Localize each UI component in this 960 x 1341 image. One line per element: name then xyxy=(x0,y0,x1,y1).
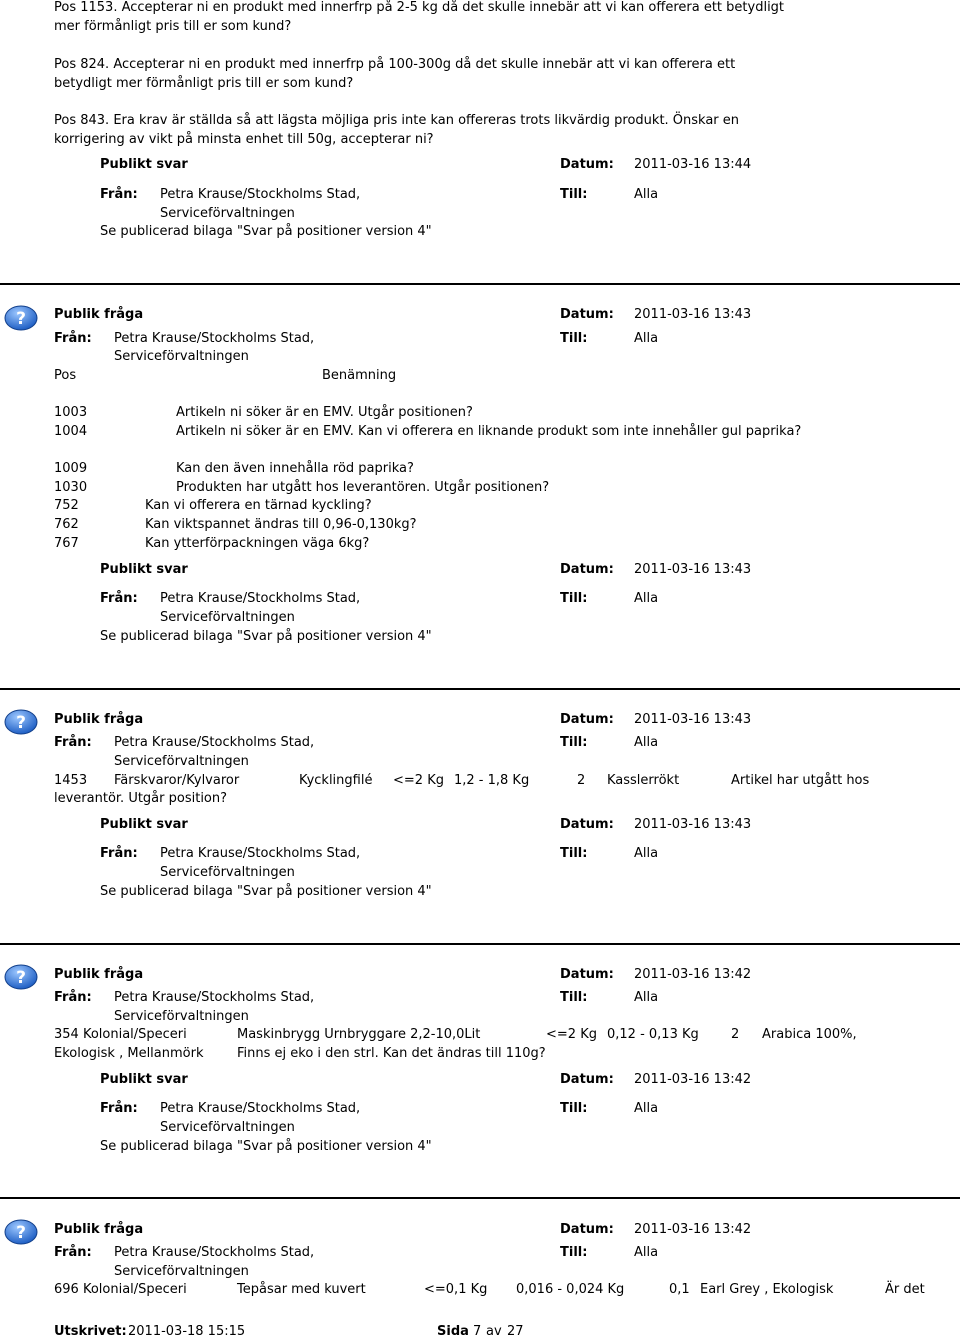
answer-date: 2011-03-16 13:44 xyxy=(634,157,752,172)
recipient: Alla xyxy=(634,591,659,606)
answer-date: 2011-03-16 13:43 xyxy=(634,817,752,832)
recipient: Alla xyxy=(634,331,659,346)
date-label: Datum: xyxy=(560,967,614,982)
question-date: 2011-03-16 13:43 xyxy=(634,712,752,727)
from-label: Från: xyxy=(54,331,92,346)
row-comment: Finns ej eko i den strl. Kan det ändras till 110g? xyxy=(237,1046,546,1061)
row-text: Kan den även innehålla röd paprika? xyxy=(176,461,414,476)
sender-name: Petra Krause/Stockholms Stad, xyxy=(160,187,361,202)
question-date: 2011-03-16 13:43 xyxy=(634,307,752,322)
row-pos: 1453 xyxy=(54,773,88,788)
question-heading: Publik fråga xyxy=(54,1222,144,1237)
row-weight: <=0,1 Kg xyxy=(424,1282,488,1297)
sender-name: Petra Krause/Stockholms Stad, xyxy=(160,591,361,606)
recipient: Alla xyxy=(634,735,659,750)
row-text: Kan vi offerera en tärnad kyckling? xyxy=(145,498,372,513)
intro-q824-line1: Pos 824. Accepterar ni en produkt med innerfrp på 100-300g då det skulle innebär att vi kan offerera ett xyxy=(54,57,736,72)
row-pos: 762 xyxy=(54,517,79,532)
row-span: 0,12 - 0,13 Kg xyxy=(607,1027,699,1042)
date-label: Datum: xyxy=(560,1222,614,1237)
svg-text:?: ? xyxy=(16,1223,26,1243)
row-type: Earl Grey , Ekologisk xyxy=(700,1282,834,1297)
section-divider xyxy=(0,688,960,690)
answer-date: 2011-03-16 13:42 xyxy=(634,1072,752,1087)
column-header-pos: Pos xyxy=(54,368,77,383)
sender-department: Serviceförvaltningen xyxy=(114,1009,249,1024)
from-label: Från: xyxy=(100,1101,138,1116)
intro-q1153-line2: mer förmånligt pris till er som kund? xyxy=(54,19,292,34)
sender-name: Petra Krause/Stockholms Stad, xyxy=(114,735,315,750)
to-label: Till: xyxy=(560,331,588,346)
printed-date: 2011-03-18 15:15 xyxy=(128,1324,246,1339)
row-pos: 1003 xyxy=(54,405,88,420)
answer-heading: Publikt svar xyxy=(100,562,188,577)
row-text: Kan ytterförpackningen väga 6kg? xyxy=(145,536,370,551)
page-number: 7 xyxy=(473,1324,482,1339)
sender-department: Serviceförvaltningen xyxy=(114,349,249,364)
row-category: Färskvaror/Kylvaror xyxy=(114,773,240,788)
row-comment: Artikel har utgått hos xyxy=(731,773,870,788)
to-label: Till: xyxy=(560,187,588,202)
date-label: Datum: xyxy=(560,562,614,577)
from-label: Från: xyxy=(100,187,138,202)
from-label: Från: xyxy=(54,990,92,1005)
row-qty: 0,1 xyxy=(669,1282,690,1297)
answer-heading: Publikt svar xyxy=(100,157,188,172)
row-qty: 2 xyxy=(577,773,586,788)
section-divider xyxy=(0,943,960,945)
page-label: Sida xyxy=(437,1324,469,1339)
answer-heading: Publikt svar xyxy=(100,817,188,832)
page-of: av xyxy=(486,1324,502,1339)
svg-text:?: ? xyxy=(16,968,26,988)
row-pos: 752 xyxy=(54,498,79,513)
row-span: 1,2 - 1,8 Kg xyxy=(454,773,530,788)
row-type: Arabica 100%, xyxy=(762,1027,857,1042)
sender-name: Petra Krause/Stockholms Stad, xyxy=(114,331,315,346)
question-heading: Publik fråga xyxy=(54,967,144,982)
page-total: 27 xyxy=(507,1324,524,1339)
printed-label: Utskrivet: xyxy=(54,1324,127,1339)
sender-name: Petra Krause/Stockholms Stad, xyxy=(114,990,315,1005)
recipient: Alla xyxy=(634,846,659,861)
row-span: 0,016 - 0,024 Kg xyxy=(516,1282,625,1297)
date-label: Datum: xyxy=(560,307,614,322)
sender-department: Serviceförvaltningen xyxy=(114,1264,249,1279)
row-pos: 1030 xyxy=(54,480,88,495)
row-text: Artikeln ni söker är en EMV. Kan vi offerera en liknande produkt som inte innehåller gul paprika? xyxy=(176,424,802,439)
row-text: Kan viktspannet ändras till 0,96-0,130kg? xyxy=(145,517,417,532)
row-type: Kasslerrökt xyxy=(607,773,680,788)
from-label: Från: xyxy=(100,846,138,861)
date-label: Datum: xyxy=(560,817,614,832)
question-icon xyxy=(4,964,38,990)
svg-text:?: ? xyxy=(16,309,26,329)
intro-q843-line1: Pos 843. Era krav är ställda så att lägsta möjliga pris inte kan offereras trots likvärdig produkt. Önskar en xyxy=(54,113,740,128)
sender-name: Petra Krause/Stockholms Stad, xyxy=(160,1101,361,1116)
row-text: Artikeln ni söker är en EMV. Utgår positionen? xyxy=(176,405,473,420)
row-name: Kycklingfilé xyxy=(299,773,373,788)
recipient: Alla xyxy=(634,1101,659,1116)
row-pos-category: 696 Kolonial/Speceri xyxy=(54,1282,187,1297)
row-name: Tepåsar med kuvert xyxy=(237,1282,366,1297)
row-text: Produkten har utgått hos leverantören. Utgår positionen? xyxy=(176,480,550,495)
answer-note: Se publicerad bilaga "Svar på positioner version 4" xyxy=(100,1139,432,1154)
answer-heading: Publikt svar xyxy=(100,1072,188,1087)
date-label: Datum: xyxy=(560,1072,614,1087)
sender-department: Serviceförvaltningen xyxy=(114,754,249,769)
question-date: 2011-03-16 13:42 xyxy=(634,1222,752,1237)
row-pos: 1004 xyxy=(54,424,88,439)
row-weight: <=2 Kg xyxy=(393,773,444,788)
to-label: Till: xyxy=(560,1101,588,1116)
question-date: 2011-03-16 13:42 xyxy=(634,967,752,982)
from-label: Från: xyxy=(54,735,92,750)
sender-department: Serviceförvaltningen xyxy=(160,206,295,221)
row-comment-cont: leverantör. Utgår position? xyxy=(54,791,228,806)
question-heading: Publik fråga xyxy=(54,307,144,322)
to-label: Till: xyxy=(560,990,588,1005)
question-icon xyxy=(4,305,38,331)
sender-department: Serviceförvaltningen xyxy=(160,610,295,625)
answer-date: 2011-03-16 13:43 xyxy=(634,562,752,577)
row-comment: Är det xyxy=(885,1282,925,1297)
row-pos-category: 354 Kolonial/Speceri xyxy=(54,1027,187,1042)
row-type-cont: Ekologisk , Mellanmörk xyxy=(54,1046,204,1061)
intro-q824-line2: betydligt mer förmånligt pris till er som kund? xyxy=(54,76,354,91)
recipient: Alla xyxy=(634,990,659,1005)
row-weight: <=2 Kg xyxy=(546,1027,597,1042)
sender-name: Petra Krause/Stockholms Stad, xyxy=(114,1245,315,1260)
row-qty: 2 xyxy=(731,1027,740,1042)
row-pos: 1009 xyxy=(54,461,88,476)
date-label: Datum: xyxy=(560,712,614,727)
sender-department: Serviceförvaltningen xyxy=(160,865,295,880)
sender-name: Petra Krause/Stockholms Stad, xyxy=(160,846,361,861)
row-pos: 767 xyxy=(54,536,79,551)
to-label: Till: xyxy=(560,1245,588,1260)
section-divider xyxy=(0,1197,960,1199)
answer-note: Se publicerad bilaga "Svar på positioner version 4" xyxy=(100,629,432,644)
intro-q843-line2: korrigering av vikt på minsta enhet till 50g, accepterar ni? xyxy=(54,132,434,147)
answer-note: Se publicerad bilaga "Svar på positioner version 4" xyxy=(100,224,432,239)
from-label: Från: xyxy=(54,1245,92,1260)
column-header-name: Benämning xyxy=(322,368,397,383)
to-label: Till: xyxy=(560,846,588,861)
recipient: Alla xyxy=(634,187,659,202)
question-icon xyxy=(4,1219,38,1245)
question-heading: Publik fråga xyxy=(54,712,144,727)
to-label: Till: xyxy=(560,735,588,750)
recipient: Alla xyxy=(634,1245,659,1260)
section-divider xyxy=(0,283,960,285)
sender-department: Serviceförvaltningen xyxy=(160,1120,295,1135)
intro-q1153-line1: Pos 1153. Accepterar ni en produkt med innerfrp på 2-5 kg då det skulle innebär att vi kan offerera ett betydligt xyxy=(54,0,785,15)
row-name: Maskinbrygg Urnbryggare 2,2-10,0Lit xyxy=(237,1027,481,1042)
from-label: Från: xyxy=(100,591,138,606)
question-icon xyxy=(4,709,38,735)
to-label: Till: xyxy=(560,591,588,606)
date-label: Datum: xyxy=(560,157,614,172)
svg-text:?: ? xyxy=(16,713,26,733)
answer-note: Se publicerad bilaga "Svar på positioner version 4" xyxy=(100,884,432,899)
